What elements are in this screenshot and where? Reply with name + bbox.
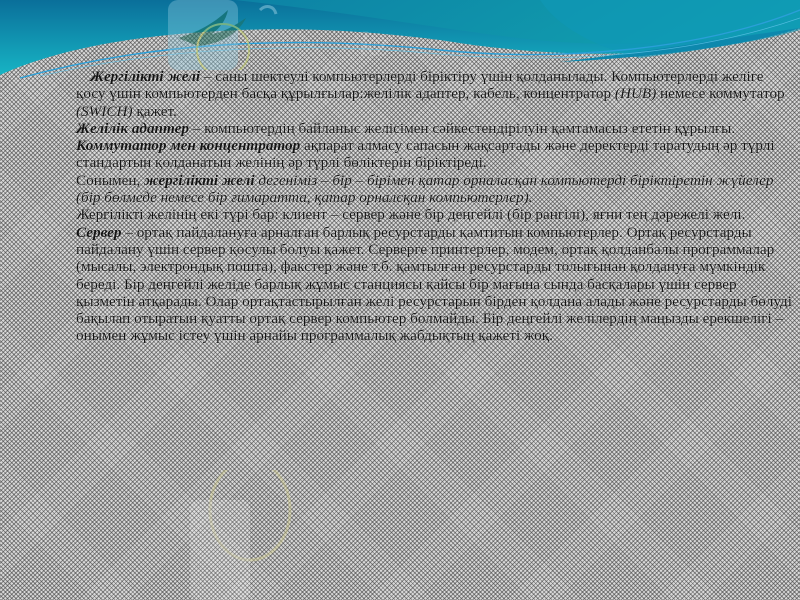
term-server: Сервер: [76, 223, 122, 241]
watermark-emblem-icon: [180, 470, 300, 600]
paragraph-summary: [76, 172, 796, 207]
paragraph-types: [76, 206, 796, 223]
paragraph-text: қажет.: [132, 102, 177, 120]
paragraph-text: – компьютердің байланыс желісімен сәйкестендірілуін қамтамасыз ететін құрылғы.: [188, 119, 736, 137]
paragraph-text: дегеніміз – бір – бірімен қатар орналасқан компьютерді біріктіретін жүйелер (бір бөлмеде немесе бір ғимаратта, қатар орналсқан компьютерлер).: [76, 171, 774, 207]
abbr-hub: (HUB): [614, 85, 657, 103]
paragraph-switch-hub: [76, 137, 796, 172]
paragraph-text: Жергілікті желінің екі түрі бар: клиент – сервер және бір деңгейлі (бір рангілі), яғни тең дәрежелі желі.: [76, 206, 746, 224]
paragraph-text: – саны шектеулі компьютерлерді біріктіру үшін қолданылады. Компьютерлерді желіге қосу үшін компьютерден басқа құрылғылар:желілік адаптер, кабель, концентратор: [76, 68, 764, 103]
term-network-adapter: Желілік адаптер: [76, 119, 189, 137]
paragraph-text: ақпарат алмасу сапасын жақсартады және деректерді таратудың әр түрлі стандартын қолданатын желінің әр түрлі бөліктерін біріктіреді.: [76, 137, 775, 172]
paragraph-text: немесе коммутатор: [656, 85, 785, 103]
term-local-network: Жергілікті желі: [90, 68, 201, 85]
term-local-network-summary: жергілікті желі: [144, 171, 255, 189]
abbr-switch: (SWICH): [76, 102, 133, 120]
paragraph-text: – ортақ пайдалануға арналған барлық ресурстарды қамтитын компьютерлер. Ортақ ресурстарды пайдалану үшін сервер қосулы болуы қажет. Серверге принтерлер, модем, ортақ қолданбалы программалар (мысалы, электрондық пошта), факстер және т.б. қамтылған ресурстарды толығынан қолдануға мүмкіндік береді. Бір деңгейлі желіде барлық жұмыс станциясы қайсы бір мағына сында басқалары үшін сервер қызметін атқарады. Олар ортақтастырылған желі ресурстарын бірден қолдана алады және ресурстарды бөлуді бақылап отыратын қуатты ортақ сервер компьютер болмайды. Бір деңгейлі желілердің маңызды ерекшелігі – онымен жұмыс істеу үшін арнайы программалық жабдықтың қажеті жоқ.: [76, 223, 792, 345]
bird-logo-icon: [168, 0, 278, 70]
svg-text:kz: kz: [360, 26, 389, 63]
term-switch-hub: Коммутатор мен концентратор: [76, 137, 301, 155]
slide-body: [76, 68, 796, 345]
paragraph-server: [76, 224, 796, 345]
paragraph-lead: Сонымен,: [76, 171, 145, 189]
paragraph-local-network: [76, 68, 796, 120]
paragraph-network-adapter: [76, 120, 796, 137]
